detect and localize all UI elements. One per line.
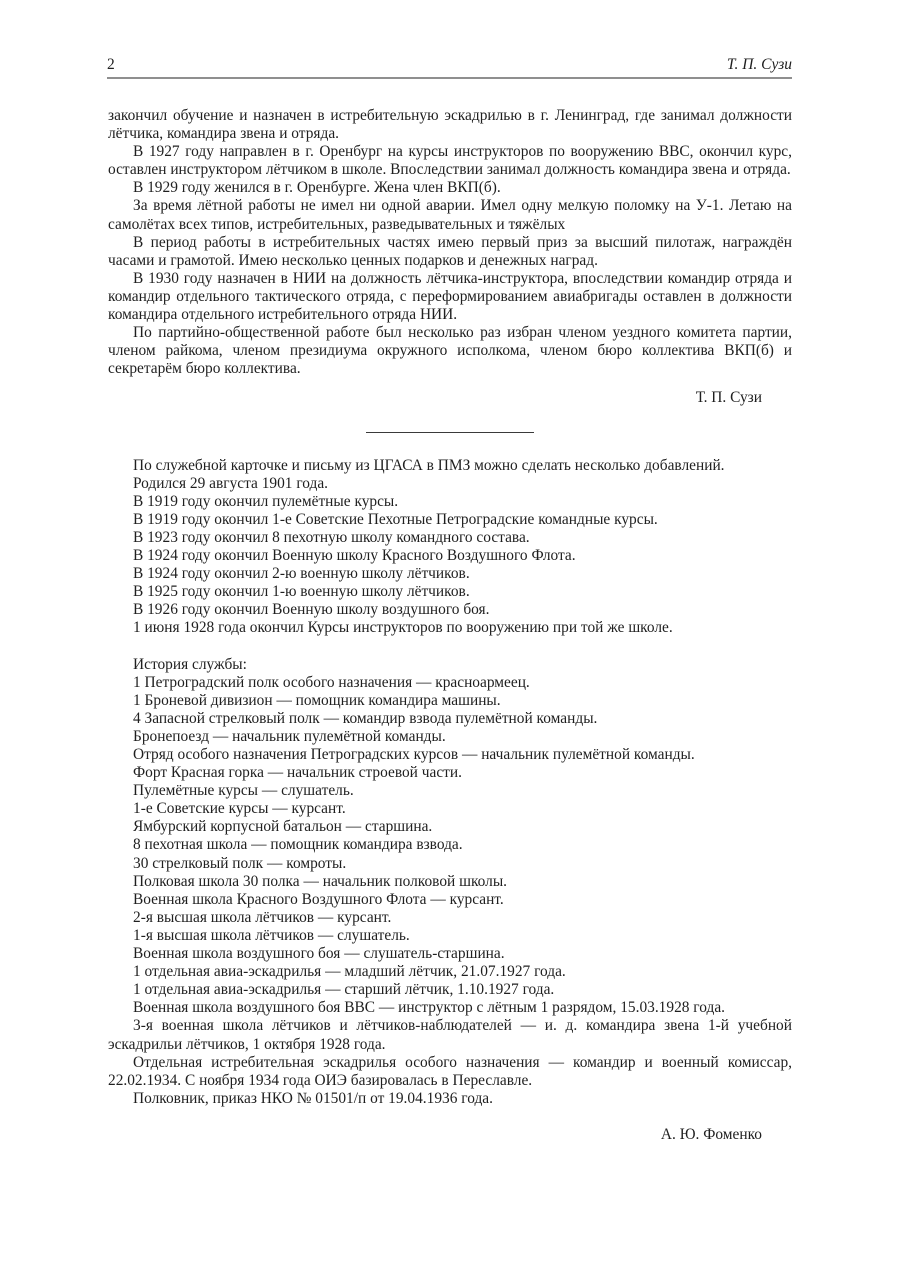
service-history-line: Полковник, приказ НКО № 01501/п от 19.04.1936 года.	[133, 1089, 493, 1107]
biography-paragraph: В 1929 году женился в г. Оренбурге. Жена член ВКП(б).	[133, 179, 501, 197]
biography-paragraph: По партийно-общественной работе был несколько раз избран членом уездного комитета партии, членом райкома, членом президиума окружного исполкома, членом бюро коллектива ВКП(б) и секретарём бюро коллектива.	[108, 324, 792, 378]
service-history-section	[108, 674, 792, 1108]
service-history-line: 2-я высшая школа лётчиков — курсант.	[133, 908, 392, 926]
addition-line: В 1924 году окончил 2-ю военную школу лётчиков.	[133, 565, 470, 583]
service-history-line: Отдельная истребительная эскадрилья особого назначения — командир и военный комиссар, 22.02.1934. С ноября 1934 года ОИЭ базировалась в Переславле.	[108, 1053, 792, 1089]
page-number: 2	[107, 56, 115, 73]
addition-line: Родился 29 августа 1901 года.	[133, 474, 329, 492]
service-history-line: 3-я военная школа лётчиков и лётчиков-наблюдателей — и. д. командира звена 1-й учебной эскадрильи лётчиков, 1 октября 1928 года.	[108, 1017, 792, 1053]
running-title: Т. П. Сузи	[726, 56, 792, 73]
service-history-line: Военная школа воздушного боя ВВС — инструктор с лётным 1 разрядом, 15.03.1928 года.	[133, 999, 725, 1017]
service-history-line: 1 Петроградский полк особого назначения — красноармеец.	[133, 673, 530, 691]
service-history-line: 1 отдельная авиа-эскадрилья — старший лётчик, 1.10.1927 года.	[133, 981, 555, 999]
service-history-line: 1-е Советские курсы — курсант.	[133, 800, 346, 818]
section-divider	[366, 432, 534, 433]
service-history-line: 30 стрелковый полк — комроты.	[133, 854, 347, 872]
service-history-line: 1 отдельная авиа-эскадрилья — младший лётчик, 21.07.1927 года.	[133, 963, 566, 981]
service-history-line: Ямбурский корпусной батальон — старшина.	[133, 818, 433, 836]
page-header	[107, 56, 792, 79]
addition-line: В 1926 году окончил Военную школу воздушного боя.	[133, 601, 490, 619]
biography-paragraph: В 1927 году направлен в г. Оренбург на курсы инструкторов по вооружению ВВС, окончил курс, оставлен инструктором лётчиком в школе. Впоследствии занимал должность командира звена и отряда.	[108, 143, 792, 179]
document-body	[108, 107, 792, 1144]
biography-paragraph: В 1930 году назначен в НИИ на должность лётчика-инструктора, впоследствии командир отряда и командир отдельного тактического отряда, с переформированием авиабригады оставлен в должности командира отдельного истребительного отряда НИИ.	[108, 269, 792, 324]
addition-line: В 1924 году окончил Военную школу Красного Воздушного Флота.	[133, 546, 576, 564]
signature-fomenko: А. Ю. Фоменко	[660, 1125, 762, 1143]
biography-section	[108, 107, 792, 378]
service-history-line: Военная школа Красного Воздушного Флота — курсант.	[133, 890, 504, 908]
addition-line: В 1919 году окончил пулемётные курсы.	[133, 492, 399, 510]
service-history-line: 8 пехотная школа — помощник командира взвода.	[133, 836, 463, 854]
addition-line: 1 июня 1928 года окончил Курсы инструкторов по вооружению при той же школе.	[133, 619, 673, 637]
service-history-line: Форт Красная горка — начальник строевой части.	[133, 764, 462, 782]
service-history-line: Пулемётные курсы — слушатель.	[133, 782, 354, 800]
addition-line: По служебной карточке и письму из ЦГАСА в ПМЗ можно сделать несколько добавлений.	[133, 456, 725, 474]
biography-paragraph: За время лётной работы не имел ни одной аварии. Имел одну мелкую поломку на У-1. Летаю на самолётах всех типов, истребительных, разведывательных и тяжёлых	[108, 197, 792, 233]
signature-suzi: Т. П. Сузи	[695, 389, 762, 407]
biography-paragraph: В период работы в истребительных частях имею первый приз за высший пилотаж, награждён часами и грамотой. Имею несколько ценных подарков и денежных наград.	[108, 233, 792, 269]
service-history-line: Бронепоезд — начальник пулемётной команды.	[133, 727, 446, 745]
service-history-line: Военная школа воздушного боя — слушатель-старшина.	[133, 945, 505, 963]
service-history-line: 1-я высшая школа лётчиков — слушатель.	[133, 926, 410, 944]
addition-line: В 1925 году окончил 1-ю военную школу лётчиков.	[133, 583, 470, 601]
addition-line: В 1923 году окончил 8 пехотную школу командного состава.	[133, 528, 530, 546]
additions-section	[108, 457, 792, 638]
service-history-line: Отряд особого назначения Петроградских курсов — начальник пулемётной команды.	[133, 746, 695, 763]
service-history-line: 1 Броневой дивизион — помощник командира машины.	[133, 691, 501, 709]
service-history-title: История службы:	[133, 655, 247, 673]
biography-paragraph: закончил обучение и назначен в истребительную эскадрилью в г. Ленинград, где занимал должности лётчика, командира звена и отряда.	[108, 107, 792, 143]
addition-line: В 1919 году окончил 1-е Советские Пехотные Петроградские командные курсы.	[133, 510, 658, 528]
service-history-line: 4 Запасной стрелковый полк — командир взвода пулемётной команды.	[133, 709, 598, 727]
service-history-line: Полковая школа 30 полка — начальник полковой школы.	[133, 872, 508, 890]
